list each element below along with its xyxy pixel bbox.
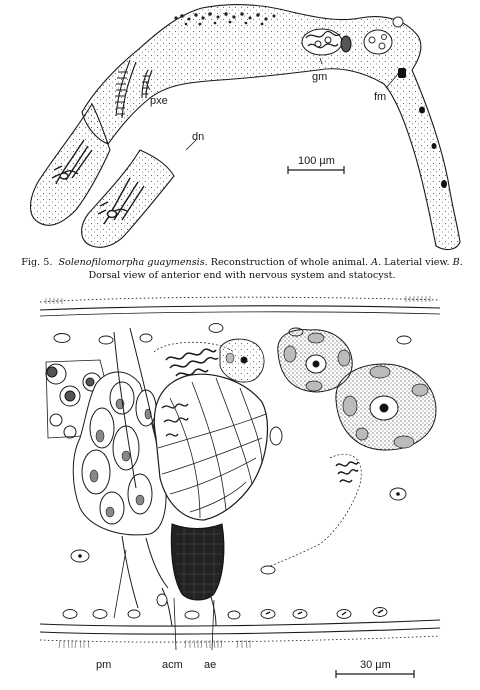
caption-panel-b: B [452, 257, 460, 268]
body-wall-top [40, 297, 440, 316]
scale-bar-top-label: 100 µm [298, 155, 335, 167]
label-fm: fm [374, 91, 387, 103]
scale-bar-bottom-label: 30 µm [360, 659, 391, 671]
label-pm: pm [96, 659, 112, 671]
epidermal-nuclei-bottom [63, 608, 387, 620]
caption-panel-a: A [371, 257, 379, 268]
caption-text-1: . Reconstruction of whole animal. [204, 257, 372, 268]
body-wall-bottom [40, 620, 440, 642]
label-pxe: pxe [150, 95, 168, 107]
caption-text-2: . Laterial view. [378, 257, 453, 268]
large-cell-b [336, 364, 436, 450]
cilia-top [46, 296, 430, 304]
caption-text-3: . Dorsal view of anterior end with nervous system and statocyst. [88, 257, 463, 281]
label-dn: dn [192, 131, 205, 143]
label-acm: acm [162, 659, 183, 671]
whole-animal-drawing [0, 0, 480, 256]
figure-detail [0, 288, 480, 690]
nuclei-marks-bottom [266, 610, 383, 615]
coiled-bundle-right [266, 454, 361, 568]
figure-caption [8, 256, 476, 282]
caption-species: Solenofilomorpha guaymensis [58, 257, 205, 268]
detail-drawing [0, 288, 480, 690]
cilia-bottom [59, 640, 250, 648]
dark-bulb [171, 524, 224, 600]
label-gm: gm [312, 71, 328, 83]
scale-bar-top [288, 166, 344, 174]
scale-bar-bottom [336, 670, 414, 678]
gland-cells [73, 372, 166, 535]
copulatory-organ [154, 374, 267, 520]
caption-number: Fig. 5. [21, 257, 53, 268]
label-ae: ae [204, 659, 217, 671]
figure-whole-animal [0, 0, 480, 256]
stippled-cell-c [220, 339, 264, 382]
